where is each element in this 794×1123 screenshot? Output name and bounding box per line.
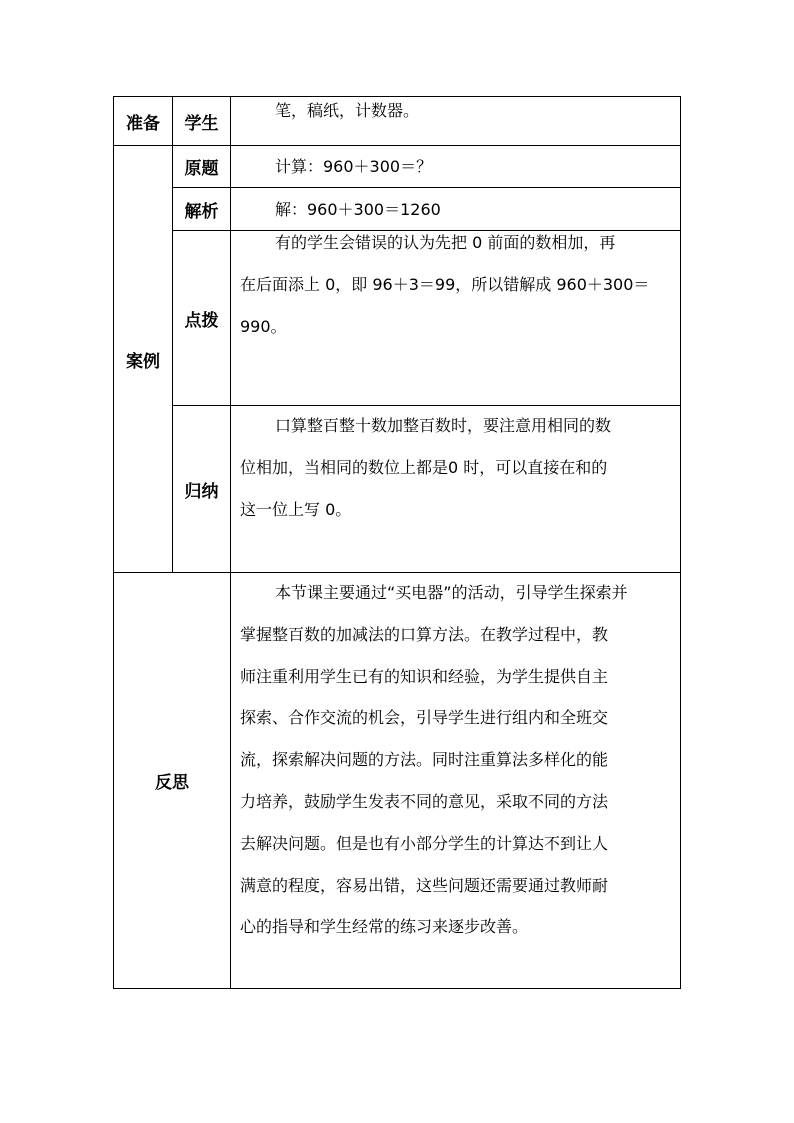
tip-line: 在后面添上 0，即 96＋3＝99，所以错解成 960＋300＝ [240, 274, 650, 294]
question-label: 原题 [184, 159, 219, 179]
summary-label: 归纳 [184, 481, 219, 502]
summary-content [240, 405, 672, 530]
tip-label: 点拨 [184, 310, 219, 331]
reflection-line: 本节课主要通过“买电器”的活动，引导学生探索并 [275, 583, 628, 602]
reflection-line: 师注重利用学生已有的知识和经验，为学生提供自主 [240, 666, 609, 686]
reflection-line: 满意的程度，容易出错，这些问题还需要通过教师耐 [240, 875, 609, 895]
prep-sublabel: 学生 [184, 113, 219, 134]
table-rule [230, 96, 231, 989]
reflection-label: 反思 [155, 773, 189, 793]
table-border-right [680, 96, 681, 989]
case-label: 案例 [126, 351, 160, 372]
summary-line: 口算整百整十数加整百数时，要注意用相同的数 [275, 416, 612, 435]
prep-label: 准备 [126, 113, 160, 134]
reflection-line: 掌握整百数的加减法的口算方法。在教学过程中，教 [240, 624, 609, 644]
reflection-line: 探索、合作交流的机会，引导学生进行组内和全班交 [240, 708, 609, 728]
question-content: 计算：960＋300＝？ [275, 157, 433, 176]
reflection-content [240, 572, 672, 948]
tip-content [240, 222, 672, 347]
analysis-content: 解：960＋300＝1260 [275, 200, 441, 219]
analysis-label: 解析 [184, 201, 219, 222]
summary-line: 位相加，当相同的数位上都是0 时，可以直接在和的 [240, 457, 608, 477]
table-border-bottom [113, 988, 681, 989]
reflection-line: 力培养，鼓励学生发表不同的意见，采取不同的方法 [240, 791, 609, 811]
summary-line: 这一位上写 0。 [240, 499, 352, 519]
tip-line: 有的学生会错误的认为先把 0 前面的数相加，再 [275, 233, 616, 252]
tip-line: 990。 [240, 316, 287, 336]
reflection-line: 去解决问题。但是也有小部分学生的计算达不到让人 [240, 833, 609, 853]
prep-content: 笔，稿纸，计数器。 [275, 101, 420, 120]
reflection-line: 流，探索解决问题的方法。同时注重算法多样化的能 [240, 750, 609, 770]
reflection-line: 心的指导和学生经常的练习来逐步改善。 [240, 917, 529, 937]
